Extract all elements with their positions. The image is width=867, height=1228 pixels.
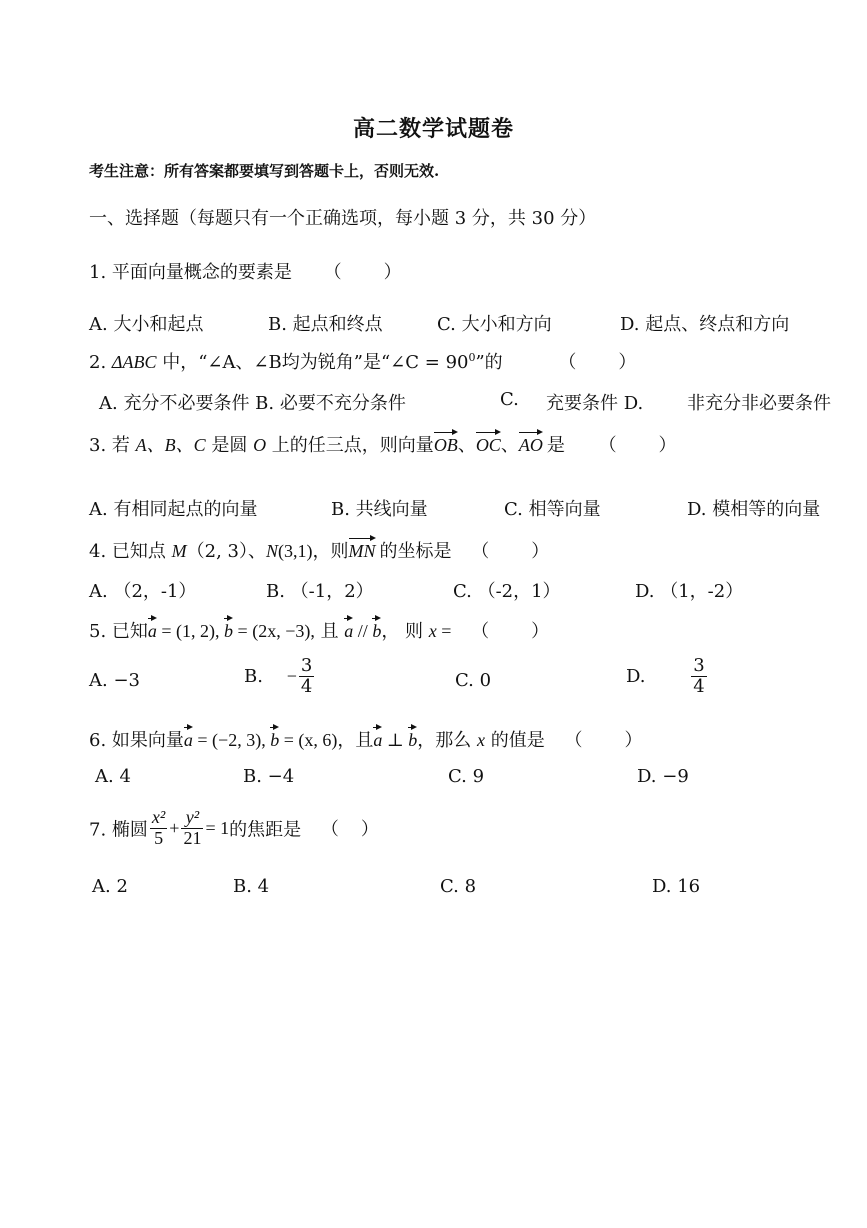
q2-option-c-label: C. xyxy=(500,389,519,410)
q2-option-c-d: 充要条件 D. xyxy=(546,393,644,414)
question-stem: 4. 已知点 xyxy=(89,541,172,562)
degree-superscript: 0 xyxy=(468,351,476,364)
vector-mn: MN xyxy=(348,541,376,561)
q4-option-b: B. （-1，2） xyxy=(266,581,374,602)
plus-sign: + xyxy=(169,817,180,838)
numerator: y² xyxy=(181,808,203,829)
question-stem: 6. 如果向量 xyxy=(89,730,184,751)
question-stem-end: 的坐标是 xyxy=(379,541,452,562)
q5-option-d xyxy=(626,656,709,697)
q6-option-d: D. −9 xyxy=(637,766,689,787)
numerator: x² xyxy=(151,807,166,827)
point-m: M xyxy=(171,541,187,561)
q4-option-d: D. （1，-2） xyxy=(635,581,744,602)
question-stem-3: ，那么 xyxy=(417,730,478,751)
vector-b: b xyxy=(372,621,382,641)
q3-option-d: D. 模相等的向量 xyxy=(687,499,821,520)
question-stem-2: 且 xyxy=(314,621,345,642)
question-stem-3: ， 则 xyxy=(381,621,429,642)
q7-option-d: D. 16 xyxy=(652,876,701,897)
point-n: N xyxy=(265,541,278,561)
denominator: 5 xyxy=(154,827,164,848)
q1-option-b: B. 起点和终点 xyxy=(268,314,383,335)
point-n-coords: (3,1) xyxy=(278,541,313,561)
minus-sign: − xyxy=(286,665,297,686)
question-stem: 1. 平面向量概念的要素是 xyxy=(89,262,292,283)
circle-o: O xyxy=(253,435,267,455)
equals-one: = 1 xyxy=(205,817,230,838)
vector-a: a xyxy=(344,621,354,641)
denominator: 4 xyxy=(693,675,705,697)
answer-blank: （ ） xyxy=(323,262,404,283)
question-6 xyxy=(89,726,644,752)
equals-sign: = xyxy=(436,621,452,641)
question-stem-2: 上的任三点，则向量 xyxy=(266,435,434,456)
q3-option-c: C. 相等向量 xyxy=(504,499,601,520)
answer-blank: （ ） xyxy=(558,352,639,373)
question-1 xyxy=(89,258,404,284)
option-label: B. xyxy=(244,665,263,687)
question-3 xyxy=(89,431,679,457)
vector-b-value: = (x, 6) xyxy=(279,730,338,750)
question-stem: 7. 椭圆 xyxy=(89,819,148,841)
q5-option-a: A. −3 xyxy=(89,670,140,691)
answer-blank: （ ） xyxy=(471,621,552,642)
section-heading: 一、选择题（每题只有一个正确选项，每小题 3 分，共 30 分） xyxy=(89,208,597,229)
exam-notice: 考生注意：所有答案都要填写到答题卡上，否则无效. xyxy=(89,162,440,180)
numerator: 3 xyxy=(300,655,313,676)
vector-a-value: = (−2, 3), xyxy=(192,730,271,750)
question-stem-2: ，则 xyxy=(312,541,349,562)
denominator: 21 xyxy=(183,827,202,848)
answer-blank: （ ） xyxy=(564,730,645,751)
vector-oc: OC xyxy=(475,435,501,455)
q1-option-c: C. 大小和方向 xyxy=(437,314,552,335)
question-7 xyxy=(89,808,381,849)
separator: 、 xyxy=(457,435,476,456)
separator: 、 xyxy=(500,435,519,456)
q2-option-d: 非充分非必要条件 xyxy=(687,393,831,414)
point-m-coords: （2, 3） xyxy=(186,541,248,562)
question-stem-end: 的焦距是 xyxy=(229,819,302,841)
q1-option-d: D. 起点、终点和方向 xyxy=(620,314,790,335)
vector-a: a xyxy=(183,730,193,750)
variable-x: x xyxy=(428,621,437,641)
q1-option-a: A. 大小和起点 xyxy=(89,314,204,335)
q2-option-a-b: A. 充分不必要条件 B. 必要不充分条件 xyxy=(99,393,406,414)
question-number: 3. 若 xyxy=(89,435,136,456)
vector-a-value: = (1, 2), xyxy=(156,621,225,641)
q3-option-b: B. 共线向量 xyxy=(331,499,428,520)
numerator: 3 xyxy=(693,655,705,676)
question-2 xyxy=(89,348,638,374)
q7-option-c: C. 8 xyxy=(440,876,477,897)
triangle-symbol: ΔABC xyxy=(111,352,157,372)
answer-blank: （ ） xyxy=(471,541,552,562)
vector-b: b xyxy=(270,730,280,750)
vector-b-value: = (2x, −3), xyxy=(233,621,315,641)
question-4 xyxy=(89,537,551,563)
question-stem-end: 的值是 xyxy=(485,730,545,751)
answer-blank: （ ） xyxy=(598,435,679,456)
separator: 、 xyxy=(247,541,266,562)
question-stem-end: ”的 xyxy=(475,352,503,373)
question-number: 2. xyxy=(89,352,112,373)
vector-ob: OB xyxy=(433,435,458,455)
fraction-three-fourths xyxy=(691,656,706,697)
vector-b: b xyxy=(224,621,234,641)
question-stem: 5. 已知 xyxy=(89,621,148,642)
vector-b: b xyxy=(408,730,418,750)
question-stem-end: 是 xyxy=(546,435,565,456)
answer-blank: （ ） xyxy=(320,819,381,841)
q6-option-c: C. 9 xyxy=(448,766,485,787)
question-5 xyxy=(89,617,551,643)
points-abc: A、B、C xyxy=(135,435,206,455)
question-stem: 中，“∠A、∠B均为锐角”是“∠C = 90 xyxy=(156,352,469,373)
fraction-y-squared-over-21 xyxy=(181,808,203,849)
perpendicular-symbol: ⊥ xyxy=(382,730,409,750)
q7-option-b: B. 4 xyxy=(233,876,270,897)
option-label: D. xyxy=(626,665,646,687)
q4-option-a: A. （2，-1） xyxy=(89,581,197,602)
vector-ao: AO xyxy=(518,435,543,455)
fraction-three-fourths xyxy=(299,656,314,697)
vector-a: a xyxy=(373,730,383,750)
q5-option-c: C. 0 xyxy=(455,670,492,691)
page-title: 高二数学试题卷 xyxy=(352,116,514,142)
question-stem: 是圆 xyxy=(205,435,254,456)
q3-option-a: A. 有相同起点的向量 xyxy=(89,499,258,520)
question-stem-2: ，且 xyxy=(337,730,374,751)
parallel-symbol: // xyxy=(353,621,373,641)
q5-option-b xyxy=(244,656,316,697)
q7-option-a: A. 2 xyxy=(92,876,128,897)
denominator: 4 xyxy=(300,675,313,697)
q6-option-a: A. 4 xyxy=(95,766,131,787)
fraction-x-squared-over-5 xyxy=(150,808,167,849)
variable-x: x xyxy=(477,730,486,750)
q6-option-b: B. −4 xyxy=(243,766,295,787)
vector-a: a xyxy=(147,621,157,641)
q4-option-c: C. （-2，1） xyxy=(453,581,561,602)
